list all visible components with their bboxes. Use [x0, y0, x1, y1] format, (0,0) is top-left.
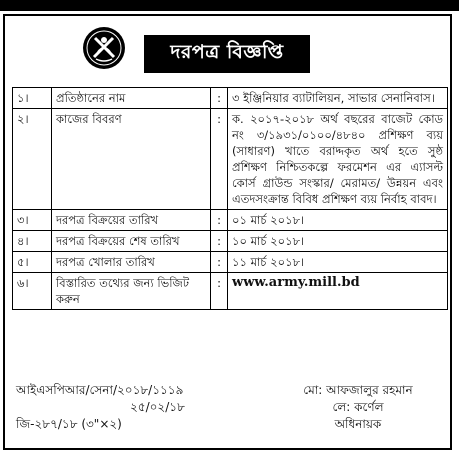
reference-block [16, 382, 185, 433]
table-row [13, 88, 448, 109]
row-number: ১। [13, 88, 52, 109]
row-label: প্রতিষ্ঠানের নাম [52, 88, 211, 109]
table-row [13, 210, 448, 231]
row-value: ১১ মার্চ ২০১৮। [228, 252, 448, 273]
row-colon: : [211, 252, 228, 273]
gd-number: জি-২৮৭/১৮ (৩"×২) [16, 417, 122, 431]
row-label: দরপত্র খোলার তারিখ [52, 252, 211, 273]
reference-number: আইএসপিআর/সেনা/২০১৮/১১১৯ [16, 383, 184, 397]
row-colon: : [211, 231, 228, 252]
row-colon: : [211, 210, 228, 231]
website-link[interactable]: www.army.mill.bd [228, 273, 448, 310]
tender-info-table [12, 87, 448, 310]
table-row [13, 231, 448, 252]
row-number: ৫। [13, 252, 52, 273]
row-label: বিস্তারিত তথ্যের জন্য ভিজিট করুন [52, 273, 211, 310]
top-black-bar [0, 0, 459, 11]
signatory-title: অধিনায়ক [334, 417, 382, 431]
row-label: দরপত্র বিক্রয়ের শেষ তারিখ [52, 231, 211, 252]
row-colon: : [211, 88, 228, 109]
row-value: ৩ ইঞ্জিনিয়ার ব্যাটালিয়ন, সাভার সেনানিবাস। [228, 88, 448, 109]
row-number: ৬। [13, 273, 52, 310]
row-number: ২। [13, 109, 52, 210]
reference-date: ২৫/০২/১৮ [130, 400, 185, 414]
table-row [13, 273, 448, 310]
row-value: ০১ মার্চ ২০১৮। [228, 210, 448, 231]
notice-title: দরপত্র বিজ্ঞপ্তি [144, 35, 310, 73]
signatory-rank: লে: কর্ণেল [332, 400, 384, 414]
table-row [13, 252, 448, 273]
row-value: ১০ মার্চ ২০১৮। [228, 231, 448, 252]
table-row [13, 109, 448, 210]
signature-block [268, 382, 448, 433]
row-colon: : [211, 273, 228, 310]
signatory-name: মো: আফজালুর রহমান [303, 383, 413, 397]
row-number: ৪। [13, 231, 52, 252]
army-emblem-icon [82, 26, 126, 70]
row-colon: : [211, 109, 228, 210]
row-number: ৩। [13, 210, 52, 231]
row-value: ক. ২০১৭-২০১৮ অর্থ বছরের বাজেট কোড নং ৩/১৯৩১/০১০০/৪৮৪০ প্রশিক্ষণ ব্যয় (সাধারণ) খাতে বরাদ্দকৃত অর্থ হতে সুষ্ঠ প্রশিক্ষণ নিশ্চিতকল্পে ফরমেশন এর এ্যাসল্ট কোর্স গ্রাউন্ড সংস্কার/ মেরামত/ উন্নয়ন এবং এতদসংক্রান্ত বিবিধ প্রশিক্ষণ ব্যয় নির্বাহ বাবদ। [228, 109, 448, 210]
row-label: দরপত্র বিক্রয়ের তারিখ [52, 210, 211, 231]
row-label: কাজের বিবরণ [52, 109, 211, 210]
